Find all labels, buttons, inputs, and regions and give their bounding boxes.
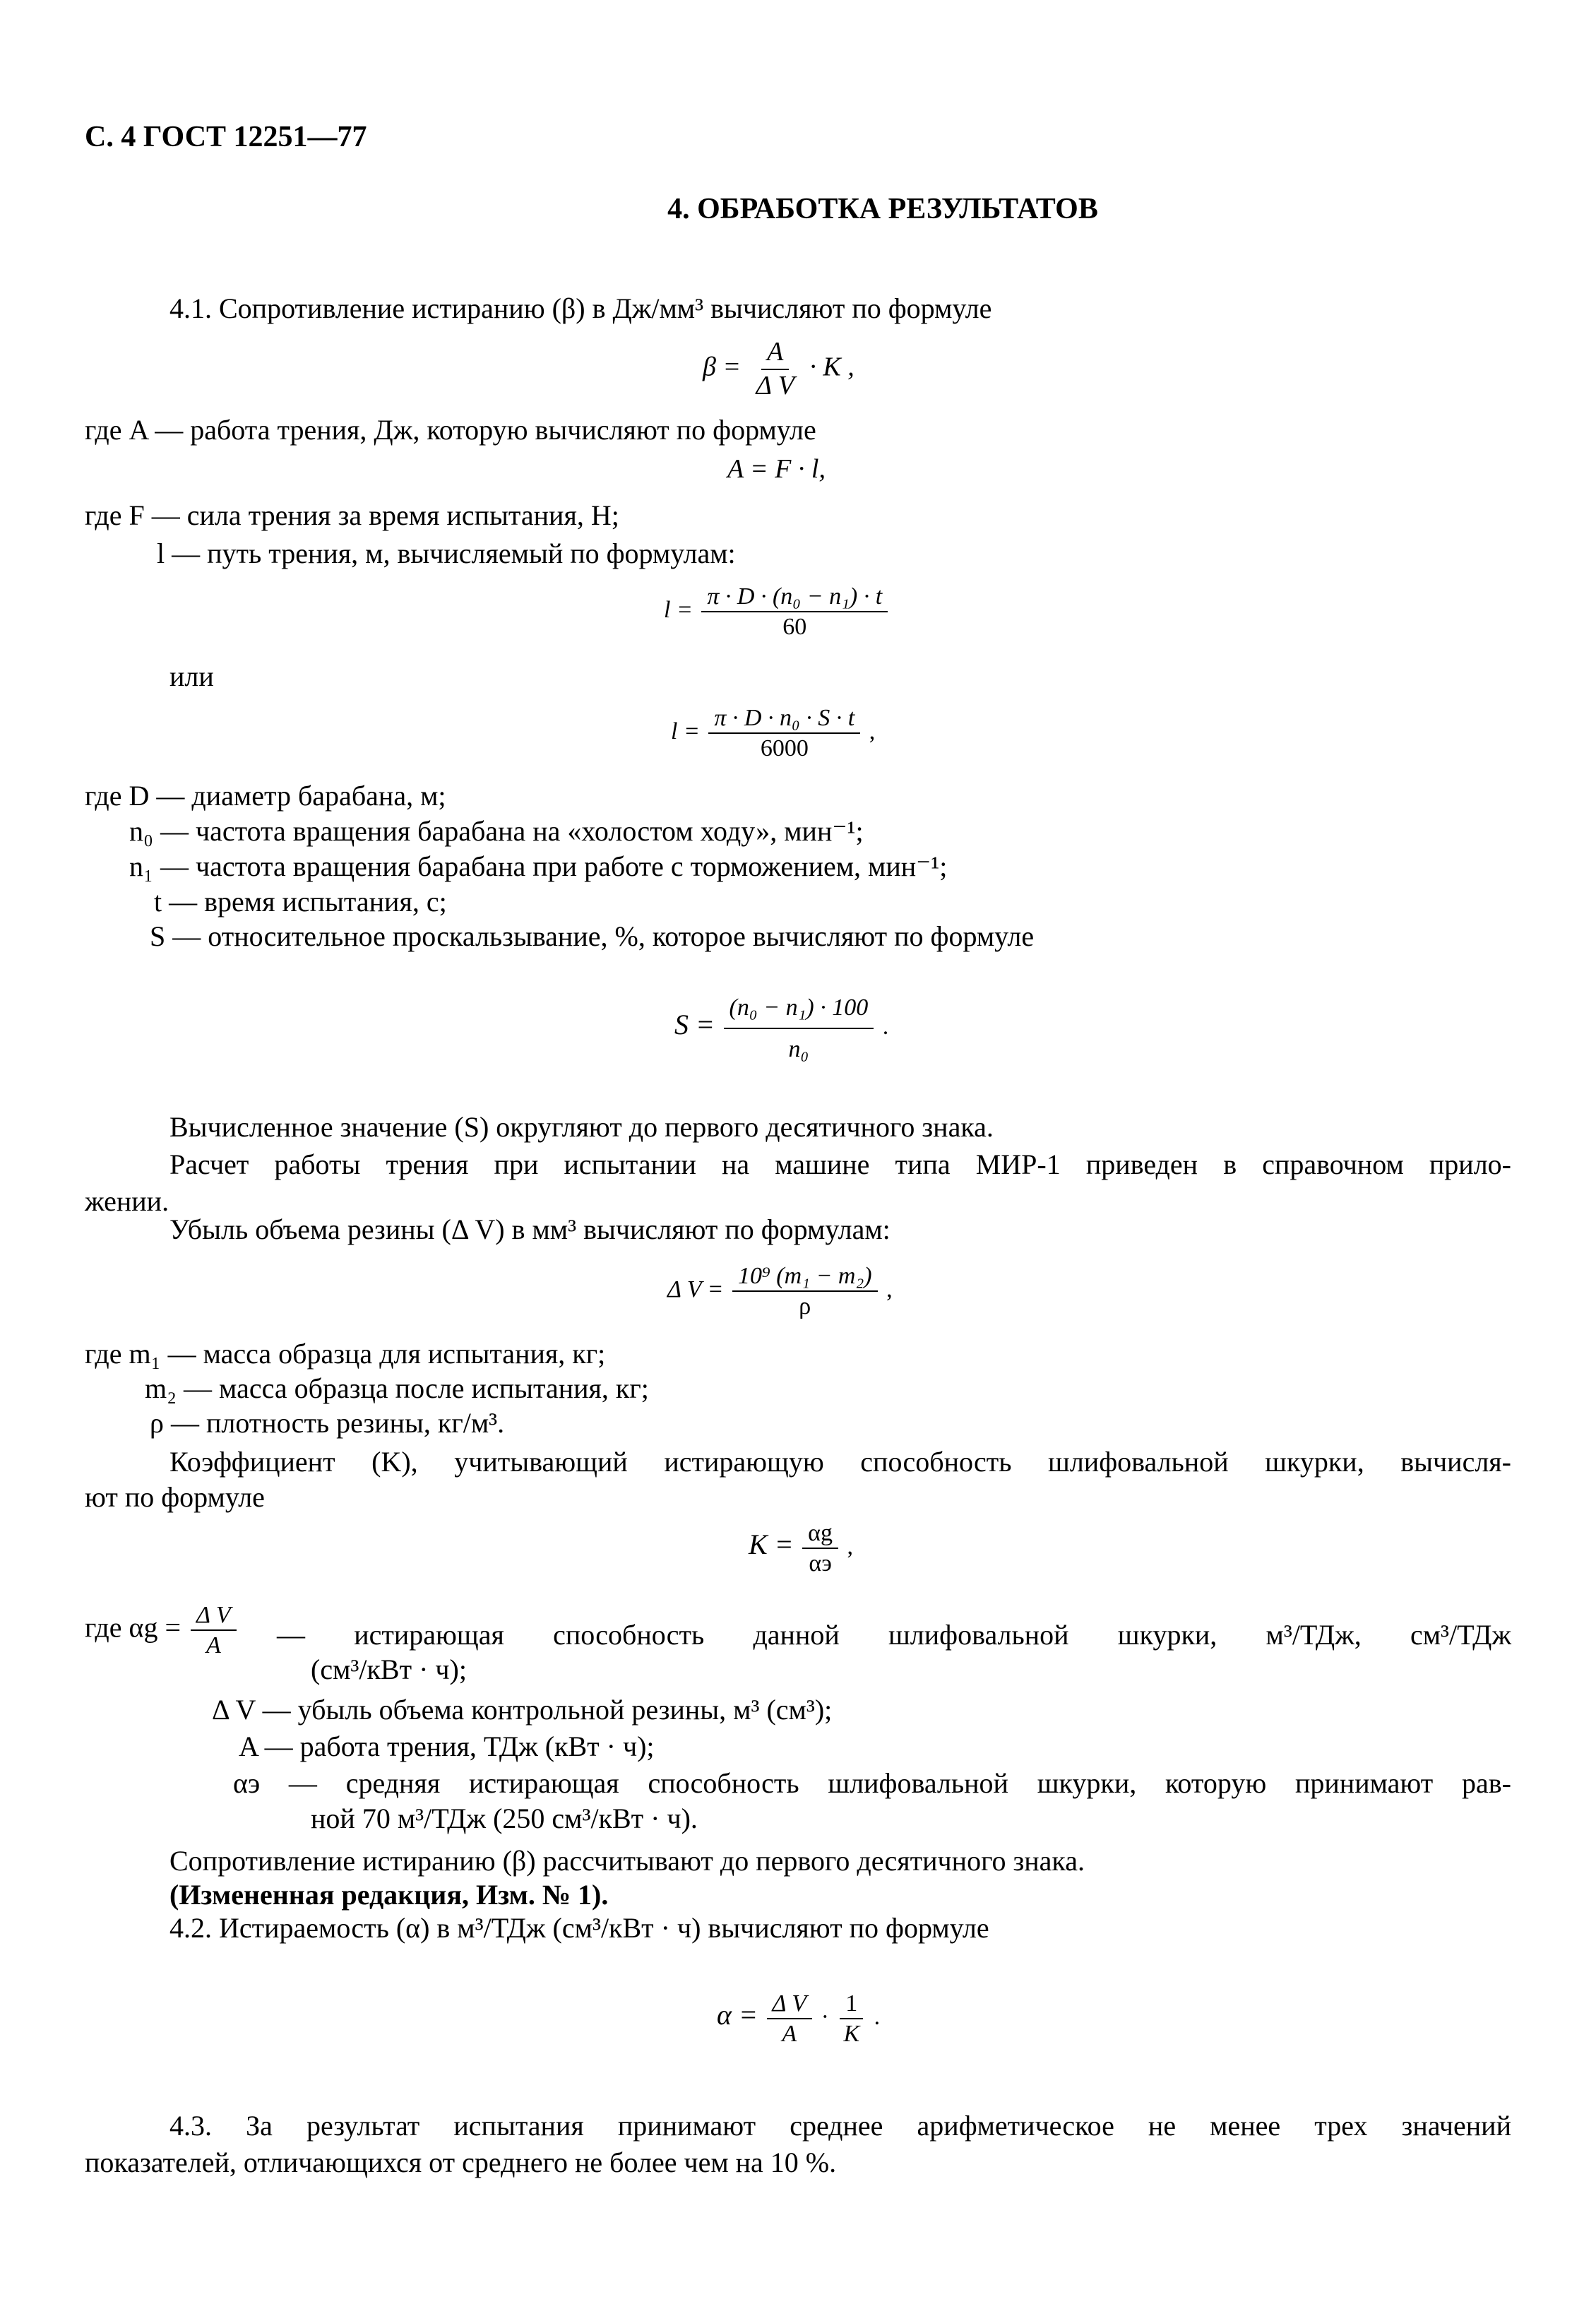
round-beta: Сопротивление истиранию (β) рассчитывают до первого десятичного знака. bbox=[169, 1845, 1085, 1877]
formula-l-1-num: π · D · (n₀ − n₁) · t bbox=[701, 583, 888, 612]
def-n1: n₁ — частота вращения барабана при работе с торможением, мин⁻¹; bbox=[129, 850, 948, 882]
amendment-note: (Измененная редакция, Изм. № 1). bbox=[169, 1879, 609, 1911]
alpha-g-def-2: (см³/кВт · ч); bbox=[311, 1653, 467, 1685]
para-4-3-line-2: показателей, отличающихся от среднего не более чем на 10 %. bbox=[85, 2146, 837, 2178]
formula-dv-tail: , bbox=[886, 1276, 893, 1303]
def-a-tj: A — работа трения, ТДж (кВт · ч); bbox=[239, 1730, 655, 1762]
formula-alpha-lhs: α = bbox=[717, 1999, 758, 2031]
def-d: где D — диаметр барабана, м; bbox=[85, 780, 446, 812]
formula-alpha-tail: . bbox=[874, 2004, 881, 2031]
formula-k-tail: , bbox=[847, 1533, 853, 1560]
formula-beta-rhs: · K , bbox=[809, 352, 854, 382]
formula-alpha: α = $\frac{\text{Δ V}}{A}$ · $\frac{1}{K}$ . bbox=[717, 1990, 881, 2048]
formula-dv-num: 10⁹ (m₁ − m₂) bbox=[732, 1263, 878, 1292]
def-m2: m₂ — масса образца после испытания, кг; bbox=[145, 1372, 649, 1404]
alpha-g-def-1: — истирающая способность данной шлифовальной шкурки, м³/ТДж, см³/ТДж bbox=[277, 1619, 1511, 1651]
alpha-g-lhs: где αg = bbox=[85, 1611, 181, 1644]
formula-k bbox=[749, 1520, 853, 1577]
alpha-g-def bbox=[85, 1602, 239, 1659]
where-f: где F — сила трения за время испытания, Н; bbox=[85, 499, 619, 531]
formula-k-den: αэ bbox=[809, 1550, 832, 1577]
volume-intro: Убыль объема резины (Δ V) в мм³ вычисляют по формулам: bbox=[169, 1213, 891, 1245]
formula-l-2-lhs: l = bbox=[671, 718, 700, 745]
def-ae-2: ной 70 м³/ТДж (250 см³/кВт · ч). bbox=[311, 1803, 698, 1834]
formula-s-num: (n₀ − n₁) · 100 bbox=[724, 994, 874, 1029]
k-line-1: Коэффициент (K), учитывающий истирающую способность шлифовальной шкурки, вычисля- bbox=[169, 1446, 1511, 1478]
def-ae-1: αэ — средняя истирающая способность шлифовальной шкурки, которую принимают рав- bbox=[233, 1767, 1511, 1799]
para-4-3-line-1: 4.3. За результат испытания принимают среднее арифметическое не менее трех значений bbox=[169, 2110, 1511, 2142]
para-4-1-intro: 4.1. Сопротивление истиранию (β) в Дж/мм³ вычисляют по формуле bbox=[169, 292, 992, 324]
where-l: l — путь трения, м, вычисляемый по формулам: bbox=[157, 538, 736, 569]
para-4-2-intro: 4.2. Истираемость (α) в м³/ТДж (см³/кВт · ч) вычисляют по формуле bbox=[169, 1912, 989, 1944]
formula-a: A = F · l, bbox=[727, 454, 826, 484]
formula-dv bbox=[667, 1263, 893, 1320]
page-header: С. 4 ГОСТ 12251—77 bbox=[85, 121, 367, 153]
k-line-2: ют по формуле bbox=[85, 1481, 265, 1513]
formula-beta bbox=[703, 338, 854, 401]
formula-l-1 bbox=[664, 583, 891, 641]
formula-s-tail: . bbox=[882, 1014, 889, 1040]
formula-s-lhs: S = bbox=[674, 1009, 715, 1041]
or-word: или bbox=[169, 660, 214, 692]
formula-l-1-den: 60 bbox=[782, 614, 807, 641]
formula-l-2 bbox=[671, 705, 875, 762]
def-dv: Δ V — убыль объема контрольной резины, м³ (см³); bbox=[212, 1694, 833, 1726]
def-m1: где m₁ — масса образца для испытания, кг; bbox=[85, 1338, 606, 1370]
formula-alpha-num1: Δ V bbox=[767, 1990, 813, 2019]
formula-alpha-num2: 1 bbox=[840, 1990, 863, 2019]
formula-l-2-den: 6000 bbox=[760, 735, 809, 762]
formula-l-1-lhs: l = bbox=[664, 597, 693, 624]
formula-beta-den: Δ V bbox=[756, 370, 794, 400]
formula-beta-lhs: β = bbox=[703, 352, 742, 382]
formula-dv-den: ρ bbox=[799, 1293, 811, 1320]
round-s: Вычисленное значение (S) округляют до первого десятичного знака. bbox=[169, 1111, 994, 1143]
section-title: 4. ОБРАБОТКА РЕЗУЛЬТАТОВ bbox=[667, 193, 1098, 225]
def-t: t — время испытания, с; bbox=[154, 886, 447, 918]
formula-alpha-den1: A bbox=[782, 2021, 797, 2048]
formula-l-2-num: π · D · n₀ · S · t bbox=[708, 705, 860, 734]
def-s: S — относительное проскальзывание, %, которое вычисляют по формуле bbox=[150, 920, 1035, 952]
formula-l-2-tail: , bbox=[869, 718, 876, 745]
formula-beta-num: A bbox=[761, 338, 789, 370]
alpha-g-den: A bbox=[206, 1632, 221, 1659]
formula-s-den: n₀ bbox=[788, 1036, 809, 1063]
calc-line-2: жении. bbox=[85, 1185, 169, 1217]
formula-k-lhs: K = bbox=[749, 1528, 794, 1561]
def-n0: n₀ — частота вращения барабана на «холостом ходу», мин⁻¹; bbox=[129, 815, 864, 847]
formula-k-num: αg bbox=[802, 1520, 838, 1549]
formula-alpha-den2: K bbox=[843, 2021, 860, 2048]
formula-s bbox=[674, 994, 888, 1063]
where-a: где A — работа трения, Дж, которую вычисляют по формуле bbox=[85, 414, 816, 446]
alpha-g-num: Δ V bbox=[191, 1602, 237, 1631]
calc-line-1: Расчет работы трения при испытании на машине типа МИР-1 приведен в справочном прило- bbox=[169, 1148, 1511, 1180]
def-rho: ρ — плотность резины, кг/м³. bbox=[150, 1407, 505, 1439]
formula-dv-lhs: Δ V = bbox=[667, 1276, 724, 1303]
